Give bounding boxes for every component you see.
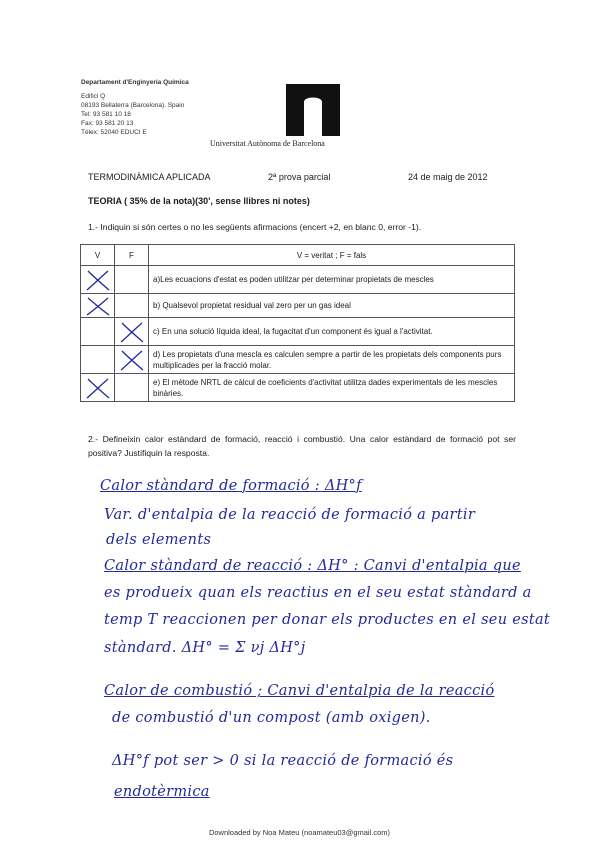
answer-line: Var. d'entalpia de la reacció de formació a partir xyxy=(104,507,476,523)
cell-v xyxy=(81,346,115,374)
subject-title: TERMODINÀMICA APLICADA xyxy=(88,172,211,182)
cell-f xyxy=(115,318,149,346)
department-header xyxy=(81,78,189,137)
x-mark-icon xyxy=(119,321,145,343)
table-row xyxy=(81,294,515,318)
x-mark-icon xyxy=(85,269,111,291)
statement-c: c) En una solució líquida ideal, la fugacitat d'un component és igual a l'activitat. xyxy=(149,318,515,346)
column-f-header: F xyxy=(115,245,149,266)
cell-f xyxy=(115,266,149,294)
cell-v xyxy=(81,318,115,346)
x-mark-icon xyxy=(85,377,111,399)
download-footer: Downloaded by Noa Mateu (noamateu03@gmail.com) xyxy=(208,828,391,837)
university-logo xyxy=(284,82,342,138)
cell-v xyxy=(81,374,115,402)
true-false-table xyxy=(80,244,515,402)
table-row xyxy=(81,266,515,294)
university-name: Universitat Autònoma de Barcelona xyxy=(210,139,325,148)
table-header-row xyxy=(81,245,515,266)
column-v-header: V xyxy=(81,245,115,266)
x-mark-icon xyxy=(119,349,145,371)
address-line: 08193 Bellaterra (Barcelona). Spain xyxy=(81,102,185,109)
answer-line: de combustió d'un compost (amb oxigen). xyxy=(112,710,431,726)
table-row xyxy=(81,318,515,346)
x-mark-icon xyxy=(85,296,111,316)
cell-f xyxy=(115,346,149,374)
statement-d: d) Les propietats d'una mescla es calculen sempre a partir de les propietats dels components purs multiplicades per la fracció molar. xyxy=(149,346,515,374)
statement-b: b) Qualsevol propietat residual val zero per un gas ideal xyxy=(149,294,515,318)
statement-a: a)Les ecuacions d'estat es poden utilitzar per determinar propietats de mescles xyxy=(149,266,515,294)
answer-line: endotèrmica xyxy=(114,784,210,800)
address-line: Edifici Q xyxy=(81,93,106,100)
table-row xyxy=(81,374,515,402)
legend-header: V = veritat ; F = fals xyxy=(149,245,515,266)
department-name: Departament d'Enginyeria Química xyxy=(81,79,189,86)
question-2-prompt: 2.- Defineixin calor estàndard de formació, reacció i combustió. Una calor estàndard de formació pot ser positiva? Justifiquin la resposta. xyxy=(88,434,516,458)
answer-line: Calor stàndard de reacció : ΔH° : Canvi d'entalpia que xyxy=(104,558,521,574)
table-row xyxy=(81,346,515,374)
answer-line: Calor stàndard de formació : ΔH°f xyxy=(100,478,362,494)
question-1-prompt: 1.- Indiquin si són certes o no les següents afirmacions (encert +2, en blanc 0, error -1). xyxy=(88,222,422,232)
section-title: TEORIA ( 35% de la nota)(30', sense llibres ni notes) xyxy=(88,196,310,206)
address-line: Tel: 93 581 10 18 xyxy=(81,111,131,118)
cell-f xyxy=(115,374,149,402)
address-line: Fax: 93 581 20 13 xyxy=(81,120,134,127)
answer-line: ΔH°f pot ser > 0 si la reacció de formació és xyxy=(112,753,454,769)
cell-v xyxy=(81,294,115,318)
cell-v xyxy=(81,266,115,294)
exam-date: 24 de maig de 2012 xyxy=(408,172,488,182)
answer-line: es produeix quan els reactius en el seu estat stàndard a xyxy=(104,585,532,601)
answer-line: stàndard. ΔH° = Σ νj ΔH°j xyxy=(104,640,306,656)
cell-f xyxy=(115,294,149,318)
answer-line: temp T reaccionen per donar els productes en el seu estat xyxy=(104,612,551,628)
answer-line: Calor de combustió ; Canvi d'entalpia de la reacció xyxy=(104,683,495,699)
answer-line: dels elements xyxy=(106,532,212,548)
test-name: 2ª prova parcial xyxy=(268,172,331,182)
address-line: Télex: 52040 EDUCI E xyxy=(81,129,147,136)
statement-e: e) El mètode NRTL de càlcul de coeficients d'activitat utilitza dades experimentals de les mescles binàries. xyxy=(149,374,515,402)
